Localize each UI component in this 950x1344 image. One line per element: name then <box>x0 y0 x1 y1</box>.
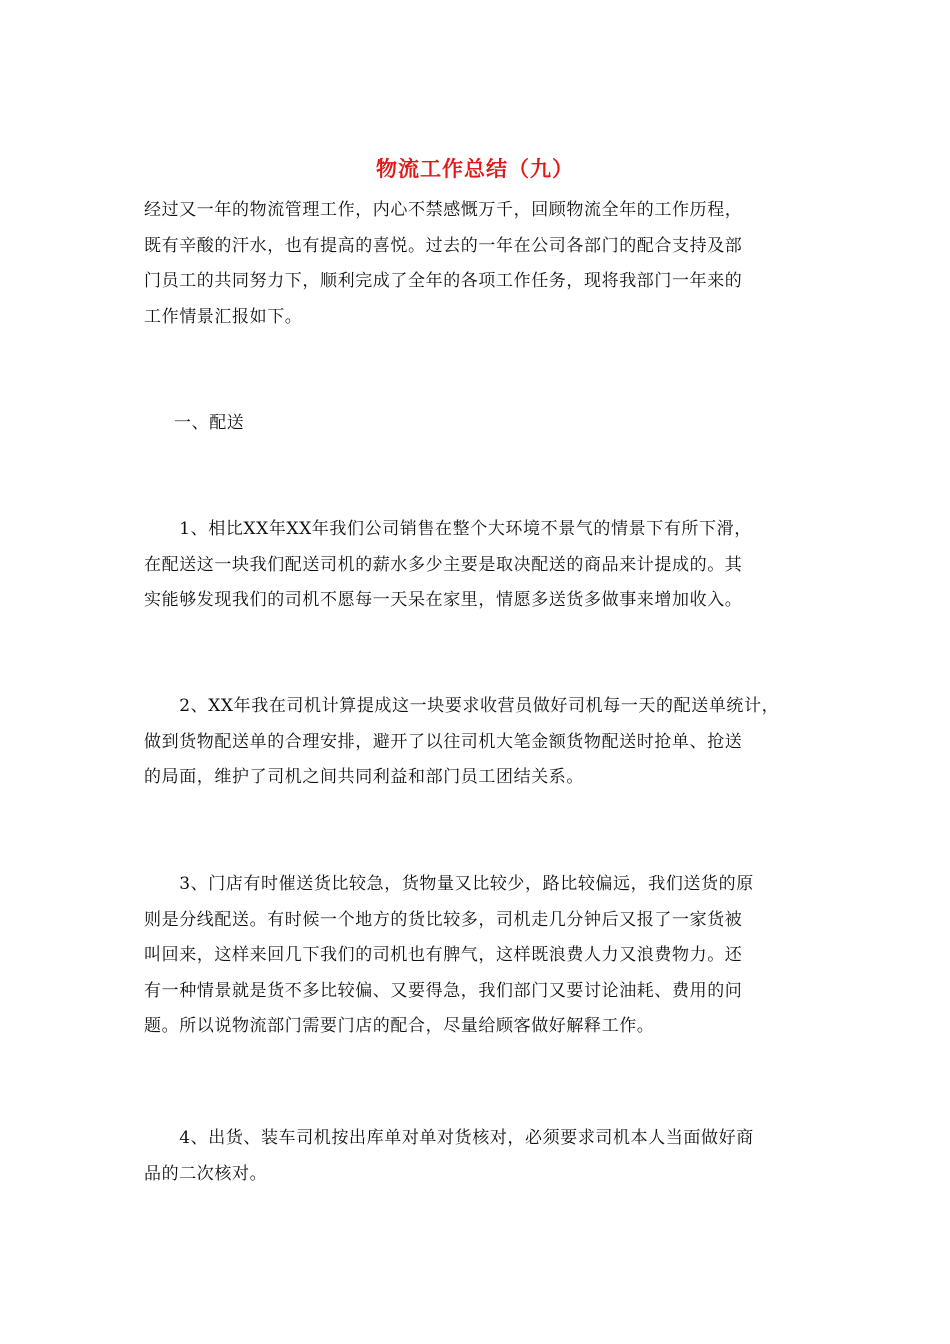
text-line: 2、XX年我在司机计算提成这一块要求收营员做好司机每一天的配送单统计， <box>144 696 780 716</box>
text-line: 既有辛酸的汗水，也有提高的喜悦。过去的一年在公司各部门的配合支持及部 <box>144 235 743 256</box>
section-heading-delivery: 一、配送 <box>174 413 245 433</box>
text-line: 做到货物配送单的合理安排，避开了以往司机大笔金额货物配送时抢单、抢送 <box>144 731 743 752</box>
text-line: 经过又一年的物流管理工作，内心不禁感慨万千，回顾物流全年的工作历程， <box>144 200 743 220</box>
text-line: 1、相比XX年XX年我们公司销售在整个大环境不景气的情景下有所下滑， <box>144 519 752 539</box>
text-line: 则是分线配送。有时候一个地方的货比较多，司机走几分钟后又报了一家货被 <box>144 909 743 930</box>
text-line: 实能够发现我们的司机不愿每一天呆在家里，情愿多送货多做事来增加收入。 <box>144 590 743 610</box>
item-3-paragraph <box>144 867 812 1045</box>
text-line: 叫回来，这样来回几下我们的司机也有脾气，这样既浪费人力又浪费物力。还 <box>144 945 743 965</box>
item-1-paragraph <box>144 512 812 619</box>
text-line: 3、门店有时催送货比较急，货物量又比较少，路比较偏远，我们送货的原 <box>144 874 754 894</box>
text-line: 有一种情景就是货不多比较偏、又要得急，我们部门又要讨论油耗、费用的问 <box>144 980 743 1001</box>
document-title: 物流工作总结（九） <box>376 156 574 181</box>
intro-paragraph <box>144 193 812 335</box>
text-line: 4、出货、装车司机按出库单对单对货核对，必须要求司机本人当面做好商 <box>144 1128 754 1148</box>
text-line: 工作情景汇报如下。 <box>144 306 303 327</box>
text-line: 的局面，维护了司机之间共同利益和部门员工团结关系。 <box>144 767 584 787</box>
item-2-paragraph <box>144 689 812 796</box>
text-line: 在配送这一块我们配送司机的薪水多少主要是取决配送的商品来计提成的。其 <box>144 554 743 575</box>
text-line: 门员工的共同努力下，顺利完成了全年的各项工作任务，现将我部门一年来的 <box>144 271 743 291</box>
item-4-paragraph <box>144 1121 812 1192</box>
text-line: 题。所以说物流部门需要门店的配合，尽量给顾客做好解释工作。 <box>144 1016 655 1036</box>
text-line: 品的二次核对。 <box>144 1163 268 1184</box>
